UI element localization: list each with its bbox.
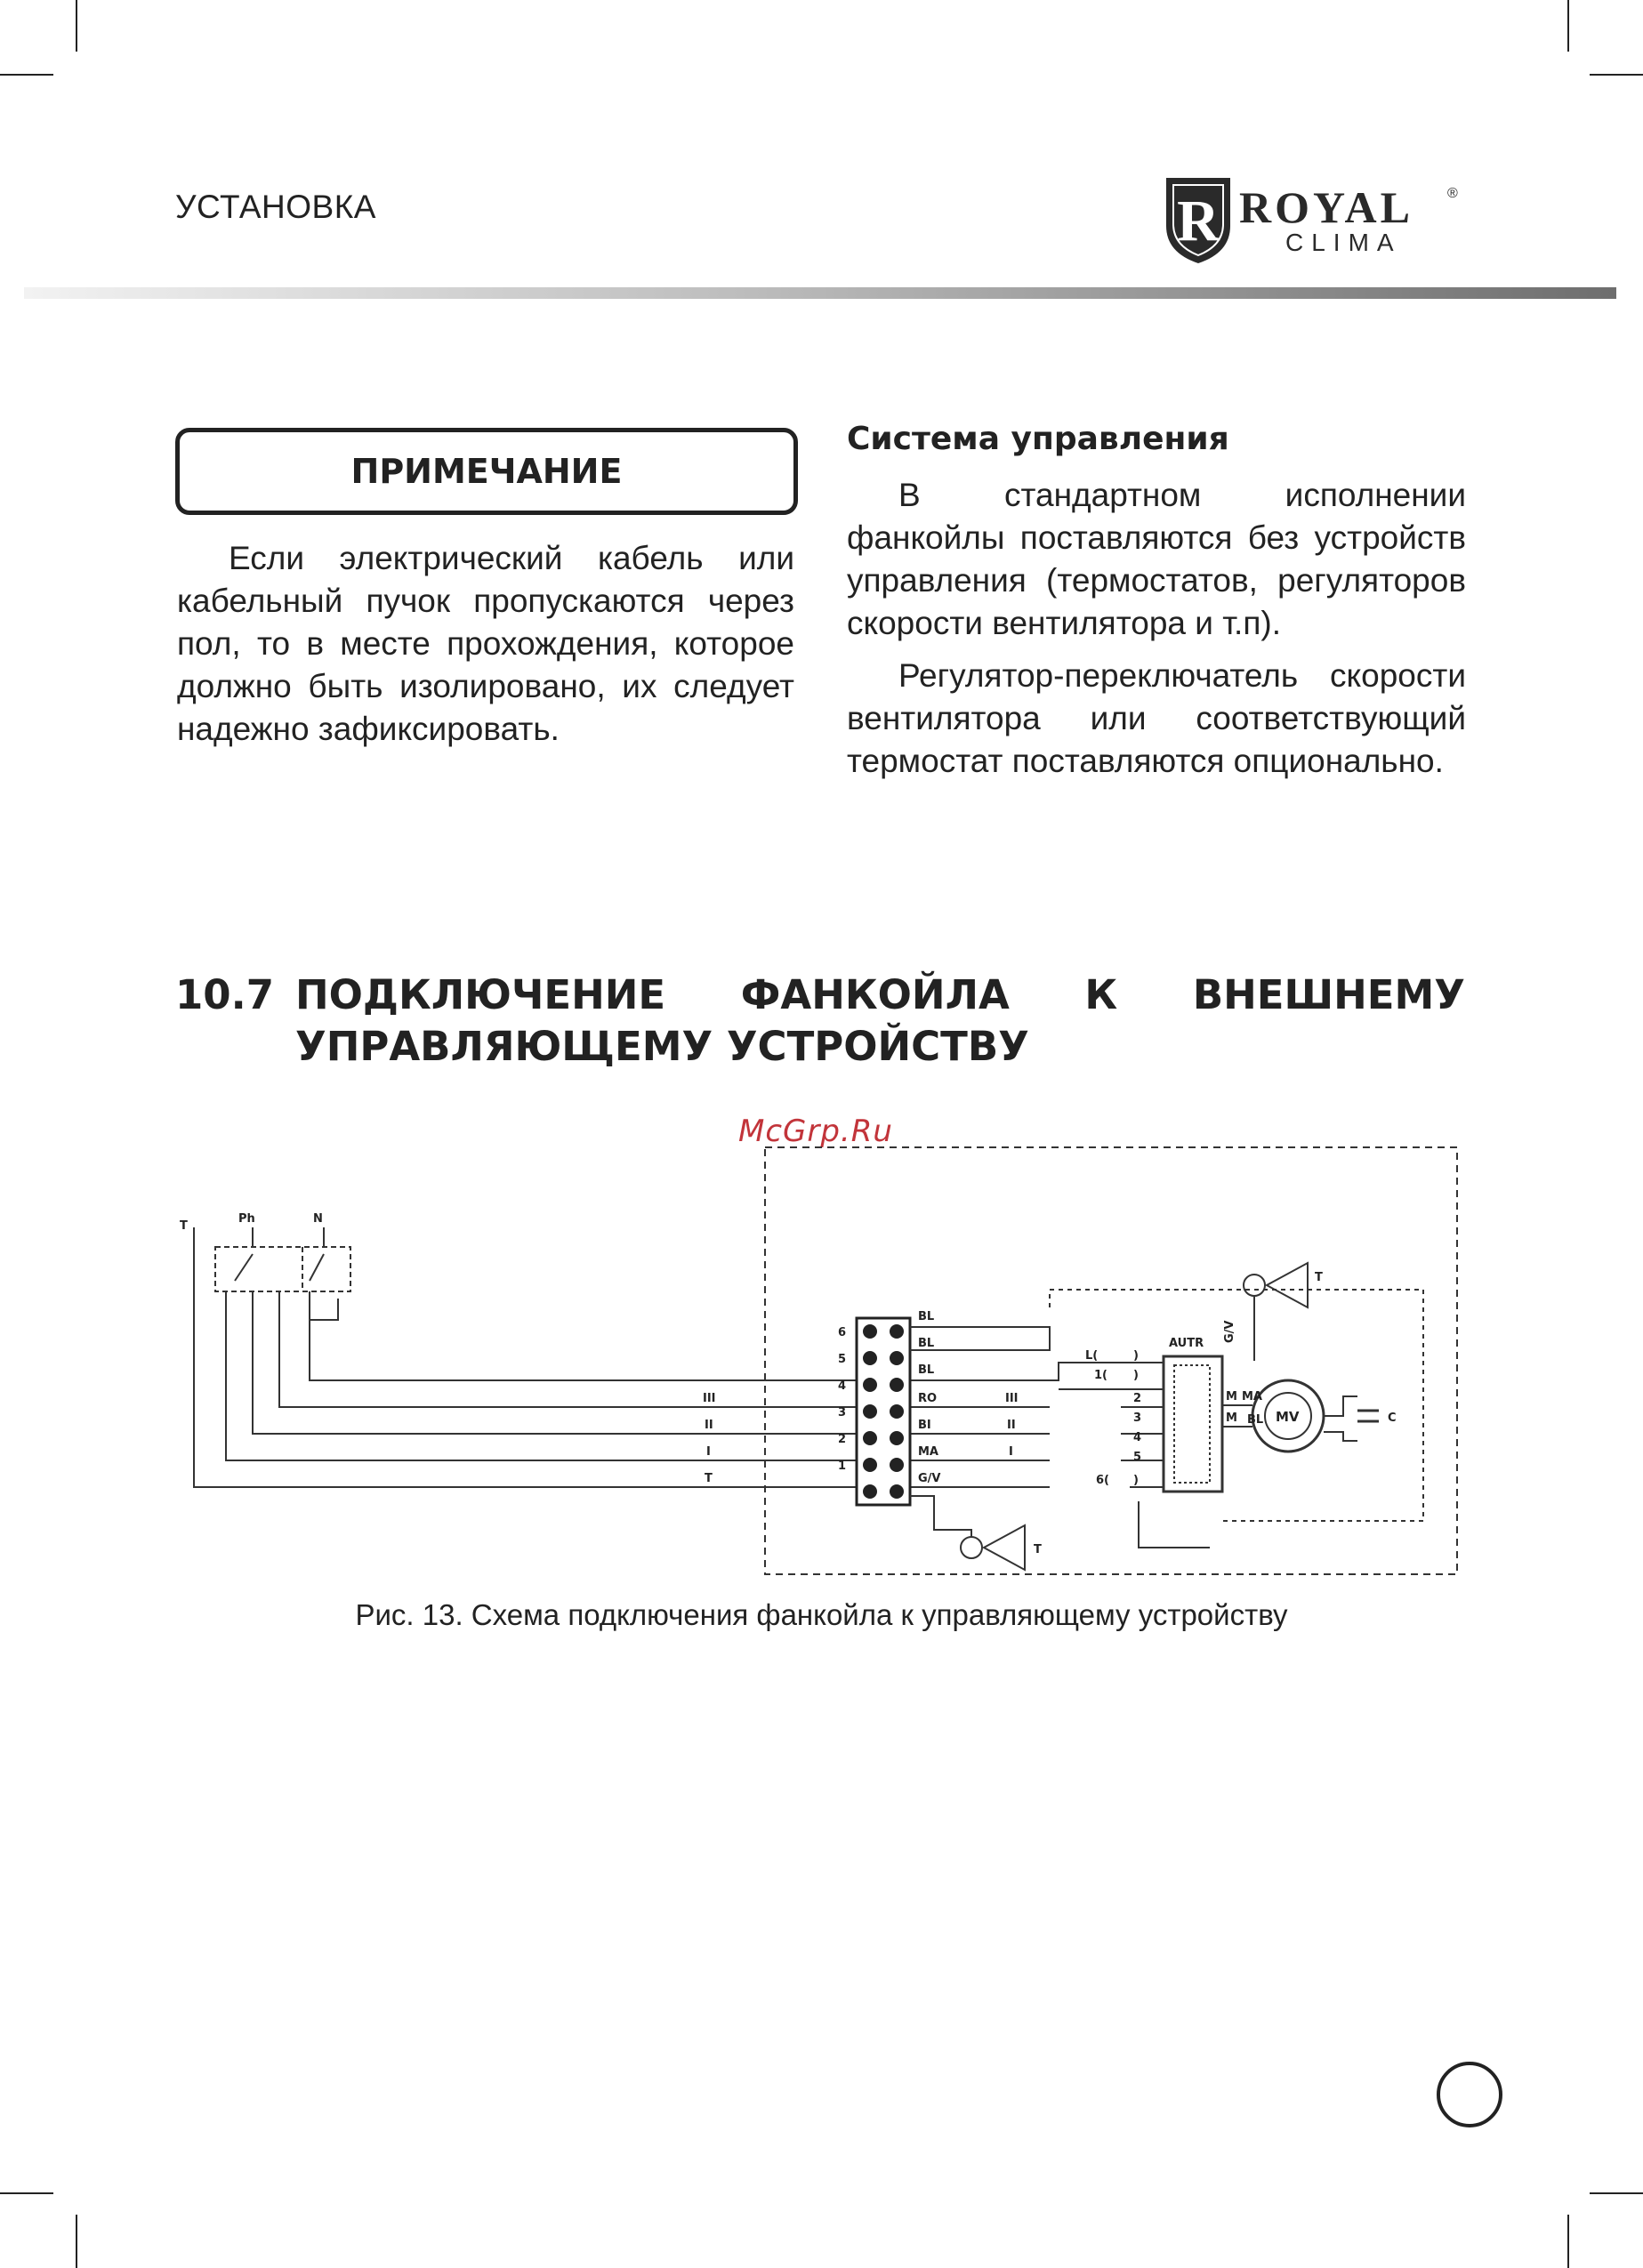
terminal-number: 1 — [838, 1460, 847, 1473]
terminal-number: 4 — [838, 1379, 847, 1393]
gv-label: G/V — [1223, 1320, 1236, 1343]
speed-label-left: III — [703, 1392, 716, 1405]
wire-label: BL — [918, 1337, 935, 1350]
note-text: Если электрический кабель или кабельный пучок пропускаются через пол, то в месте прохождения, которое должно быть изолировано, их следует надежно зафиксировать. — [177, 540, 794, 747]
ground-label: T — [1315, 1271, 1323, 1284]
section-number: 10.7 — [175, 971, 275, 1018]
motor-label: BL — [1247, 1413, 1264, 1427]
autr-pin: L( — [1085, 1349, 1099, 1363]
autr-pin: 2 — [1133, 1392, 1142, 1405]
crop-mark — [76, 0, 77, 52]
autr-pin: 3 — [1133, 1411, 1142, 1425]
crop-mark — [1590, 74, 1643, 76]
section-heading — [175, 969, 1465, 1073]
crop-mark — [0, 74, 53, 76]
motor-label: M — [1226, 1390, 1237, 1403]
logo-mark: R — [1177, 189, 1220, 253]
ground-icon — [1244, 1275, 1265, 1296]
switch-label-t: T — [180, 1219, 188, 1233]
terminal-number: 2 — [838, 1433, 847, 1446]
crop-mark — [76, 2215, 77, 2268]
autr-pin: ) — [1133, 1369, 1139, 1382]
switch-label-ph: Ph — [238, 1212, 255, 1226]
autr-pin: 6( — [1096, 1474, 1109, 1487]
speed-label-left: I — [706, 1445, 711, 1459]
terminal-number: 5 — [838, 1353, 847, 1366]
wire-label: MA — [918, 1445, 938, 1459]
autr-pin: 5 — [1133, 1451, 1142, 1464]
logo-brand: ROYAL — [1239, 182, 1413, 232]
motor-label-mv: MV — [1276, 1409, 1300, 1425]
wire-label: BI — [918, 1419, 931, 1432]
wire-4 — [310, 1291, 1050, 1380]
control-system-heading: Система управления — [847, 421, 1229, 457]
speed-label-left: T — [705, 1472, 713, 1485]
section-label: УСТАНОВКА — [175, 189, 376, 225]
crop-mark — [1567, 0, 1569, 52]
ground-label: T — [1034, 1543, 1042, 1556]
royal-clima-logo — [1161, 171, 1463, 269]
crop-mark — [1590, 2192, 1643, 2194]
logo-sub: CLIMA — [1285, 229, 1402, 256]
crop-mark — [0, 2192, 53, 2194]
crop-mark — [1567, 2215, 1569, 2268]
ground-icon — [961, 1537, 982, 1558]
watermark: McGrp.Ru — [738, 1114, 893, 1149]
motor-label: M — [1226, 1411, 1237, 1425]
autr-pin: ) — [1133, 1474, 1139, 1487]
autr-pin: 4 — [1133, 1431, 1142, 1444]
control-system-paragraph-1: В стандартном исполнении фанкойлы поставляются без устройств управления (термостатов, регуляторов скорости вентилятора и т.п). — [847, 477, 1466, 641]
switch-box — [215, 1247, 350, 1291]
section-title: ПОДКЛЮЧЕНИЕ ФАНКОЙЛА К ВНЕШНЕМУ УПРАВЛЯЮЩЕМУ УСТРОЙСТВУ — [295, 971, 1465, 1070]
speed-label-right: III — [1005, 1392, 1019, 1405]
header-rule — [24, 287, 1616, 299]
figure-caption: Рис. 13. Схема подключения фанкойла к управляющему устройству — [355, 1598, 1288, 1631]
switch-label-n: N — [313, 1212, 323, 1226]
motor-label: MA — [1242, 1390, 1262, 1403]
page-number-circle — [1437, 2062, 1502, 2127]
wiring-diagram — [160, 1130, 1468, 1583]
note-title: ПРИМЕЧАНИЕ — [350, 452, 623, 491]
terminal-number: 6 — [838, 1326, 847, 1339]
wire-label: G/V — [918, 1472, 941, 1485]
note-title-box — [175, 428, 798, 515]
logo-registered: ® — [1447, 186, 1458, 201]
autr-pin: ) — [1133, 1349, 1139, 1363]
wire-label: BL — [918, 1310, 935, 1323]
speed-label-left: II — [705, 1419, 713, 1432]
capacitor-label: C — [1388, 1411, 1397, 1425]
terminal-number: 3 — [838, 1406, 847, 1420]
wire-label: BL — [918, 1363, 935, 1377]
wire-label: RO — [918, 1392, 938, 1405]
speed-label-right: II — [1007, 1419, 1016, 1432]
autr-label: AUTR — [1169, 1337, 1204, 1350]
autr-pin: 1( — [1094, 1369, 1107, 1382]
speed-label-right: I — [1009, 1445, 1013, 1459]
control-system-paragraph-2: Регулятор-переключатель скорости вентилятора или соответствующий термостат поставляются опционально. — [847, 657, 1466, 779]
